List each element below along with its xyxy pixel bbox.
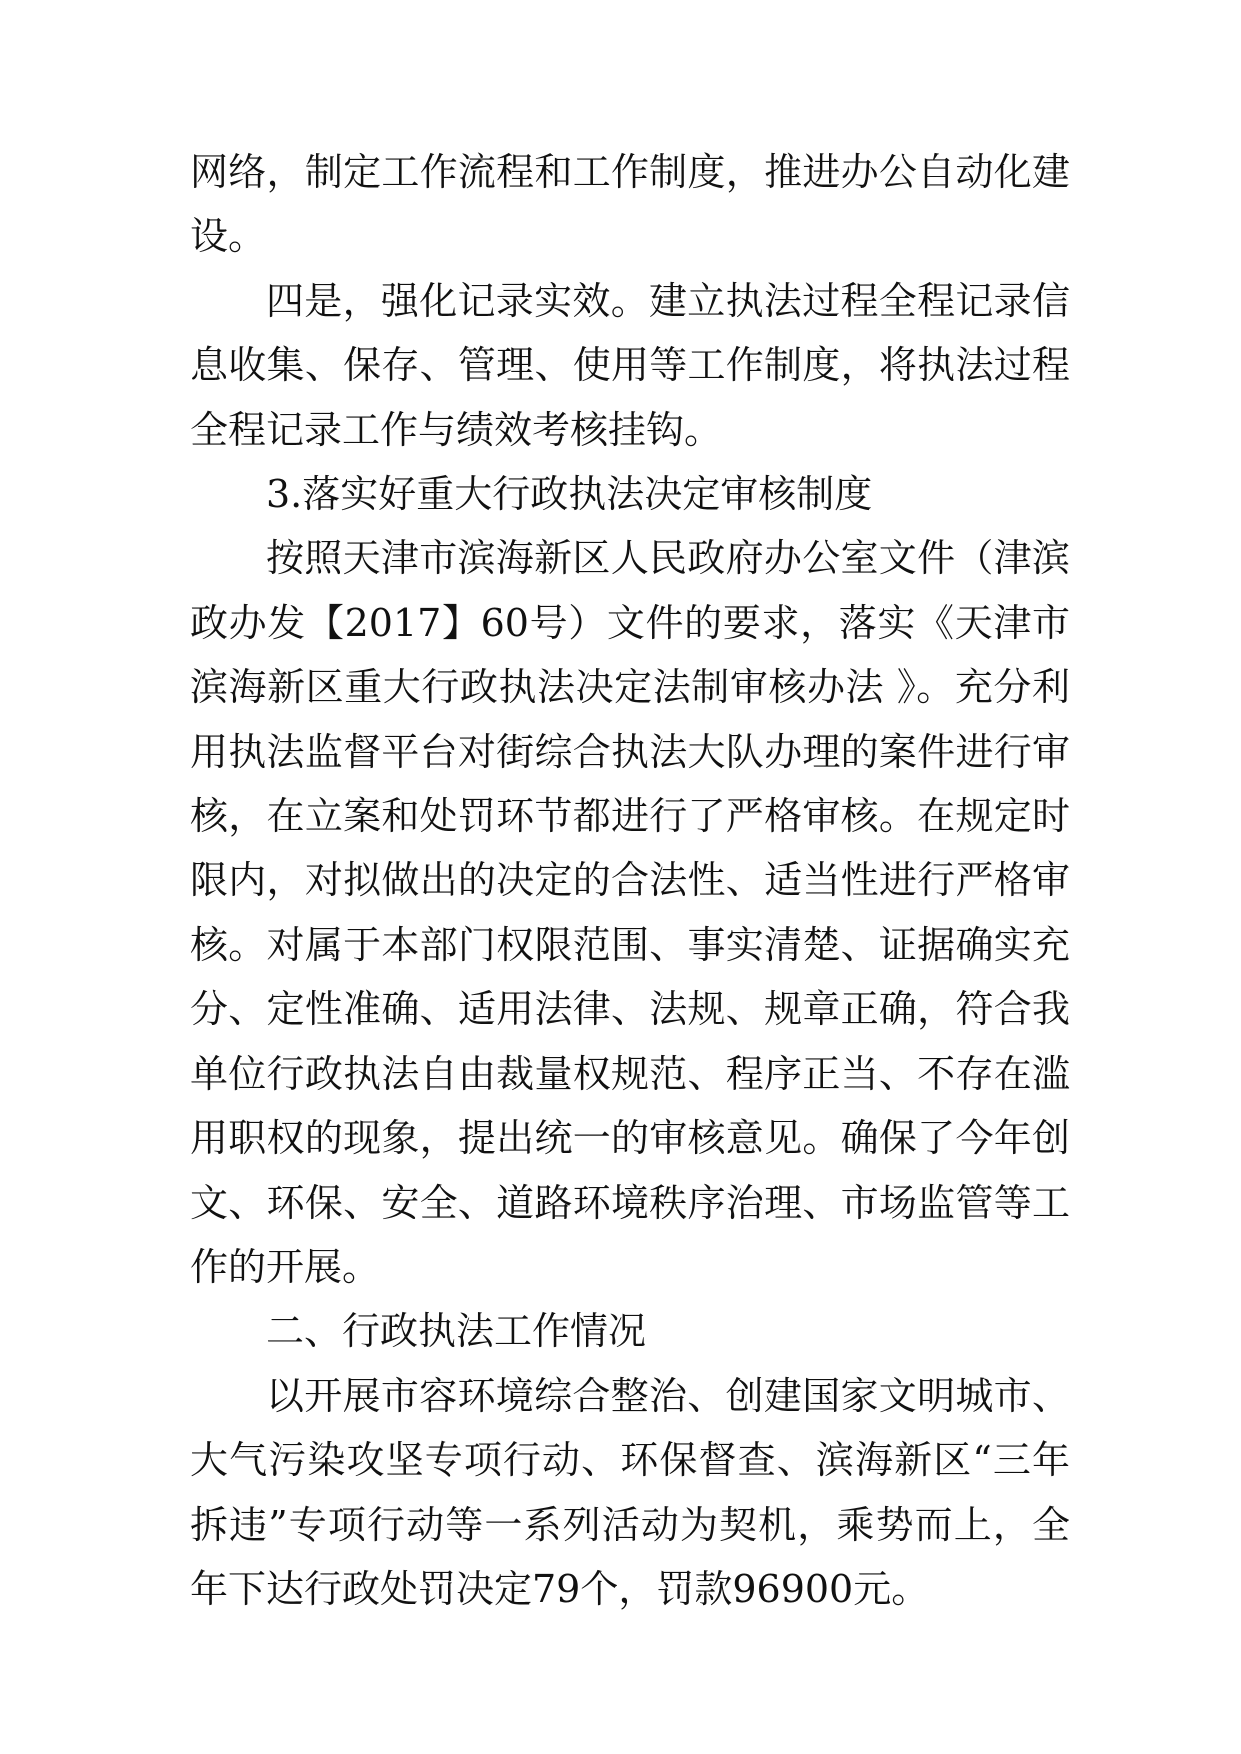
paragraph-review-system: 按照天津市滨海新区人民政府办公室文件（津滨政办发【2017】60号）文件的要求，落实《天津市滨海新区重大行政执法决定法制审核办法 》。充分利用执法监督平台对街综合执法大队办理的案件进行审核，在立案和处罚环节都进行了严格审核。在规定时限内，对拟做出的决定的合法性、适当性进行严格审核。对属于本部门权限范围、事实清楚、证据确实充分、定性准确、适用法律、法规、规章正确，符合我单位行政执法自由裁量权规范、程序正当、不存在滥用职权的现象，提出统一的审核意见。确保了今年创文、环保、安全、道路环境秩序治理、市场监管等工作的开展。 [190,536,1070,1289]
paragraph-record-effectiveness: 四是，强化记录实效。建立执法过程全程记录信息收集、保存、管理、使用等工作制度，将执法过程全程记录工作与绩效考核挂钩。 [190,278,1070,452]
section-heading-enforcement-status: 二、行政执法工作情况 [266,1309,647,1354]
paragraph-enforcement-status: 以开展市容环境综合整治、创建国家文明城市、大气污染攻坚专项行动、环保督查、滨海新区“三年拆违”专项行动等一系列活动为契机，乘势而上，全年下达行政处罚决定79个，罚款96900元。 [190,1373,1070,1611]
paragraph-office-automation: 网络，制定工作流程和工作制度，推进办公自动化建设。 [190,150,1070,259]
document-page [190,140,1070,1621]
section-heading-review-system: 3.落实好重大行政执法决定审核制度 [266,472,873,517]
